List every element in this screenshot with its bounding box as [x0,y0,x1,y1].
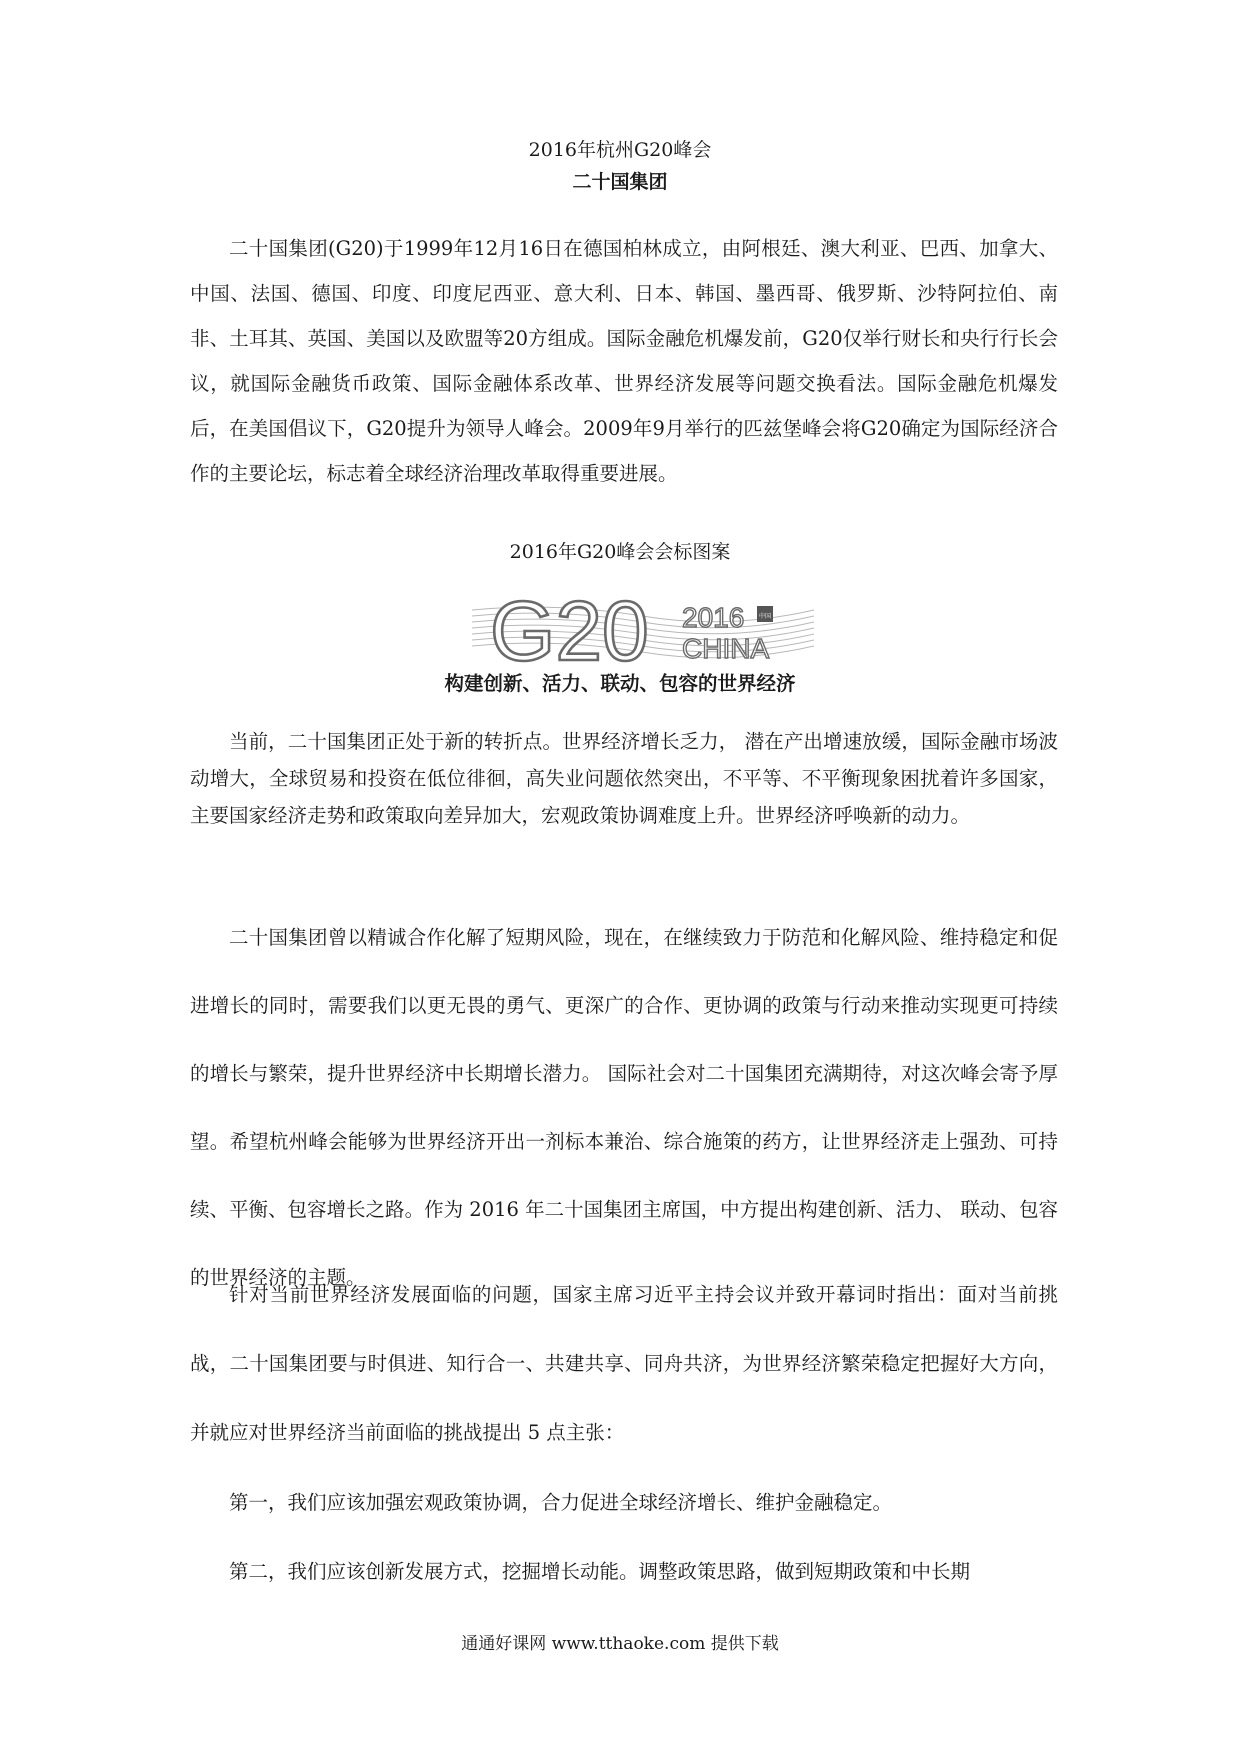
section1-paragraph: 二十国集团(G20)于1999年12月16日在德国柏林成立，由阿根廷、澳大利亚、巴西、加拿大、中国、法国、德国、印度、印度尼西亚、意大利、日本、韩国、墨西哥、俄罗斯、沙特阿拉伯、南非、土耳其、英国、美国以及欧盟等20方组成。国际金融危机爆发前，G20仅举行财长和央行行长会议，就国际金融货币政策、国际金融体系改革、世界经济发展等问题交换看法。国际金融危机爆发后，在美国倡议下，G20提升为领导人峰会。2009年9月举行的匹兹堡峰会将G20确定为国际经济合作的主要论坛，标志着全球经济治理改革取得重要进展。 [190,237,1058,485]
paragraph-text: 二十国集团曾以精诚合作化解了短期风险，现在，在继续致力于防范和化解风险、维持稳定和促进增长的同时，需要我们以更无畏的勇气、更深广的合作、更协调的政策与行动来推动实现更可持续的增长与繁荣，提升世界经济中长期增长潜力。 国际社会对二十国集团充满期待，对这次峰会寄予厚望。希望杭州峰会能够为世界经济开出一剂标本兼治、综合施策的药方，让世界经济走上强劲、可持续、平衡、包容增长之路。作为 2016 年二十国集团主席国，中方提出构建创新、活力、 联动、包容的世界经济的主题。 [190,926,1058,1289]
section-heading-g20: 二十国集团 [572,171,668,193]
paragraph-text: 当前，二十国集团正处于新的转折点。世界经济增长乏力， 潜在产出增速放缓，国际金融市场波动增大，全球贸易和投资在低位徘徊，高失业问题依然突出，不平等、不平衡现象困扰着许多国家，主要国家经济走势和政策取向差异加大，宏观政策协调难度上升。世界经济呼唤新的动力。 [190,730,1058,827]
g20-2016-logo [472,586,814,666]
paragraph-current-situation [190,723,1058,834]
logo-caption: 2016年G20峰会会标图案 [509,541,731,563]
page-footer: 通通好课网 www.tthaoke.com 提供下载 [461,1634,779,1654]
logo-g20-mark: G20 [490,586,649,666]
paragraph-text: 第一，我们应该加强宏观政策协调，合力促进全球经济增长、维护金融稳定。 [229,1491,893,1514]
paragraph-point-one [190,1468,1058,1537]
paragraph-text: 第二，我们应该创新发展方式，挖掘增长动能。调整政策思路，做到短期政策和中长期 [229,1560,971,1583]
section1-body [190,226,1058,496]
paragraph-xi-speech [190,1260,1058,1467]
document-title: 2016年杭州G20峰会 [528,139,712,161]
logo-country: CHINA [682,633,770,664]
logo-seal-text: 中国 [758,613,772,620]
paragraph-text: 针对当前世界经济发展面临的问题，国家主席习近平主持会议并致开幕词时指出：面对当前挑战，二十国集团要与时俱进、知行合一、共建共享、同舟共济，为世界经济繁荣稳定把握好大方向，并就应对世界经济当前面临的挑战提出 5 点主张： [190,1283,1058,1444]
paragraph-hangzhou-summit [190,904,1058,1312]
logo-year: 2016 [682,602,745,633]
paragraph-point-two [190,1537,1058,1606]
section-heading-theme: 构建创新、活力、联动、包容的世界经济 [444,672,796,695]
